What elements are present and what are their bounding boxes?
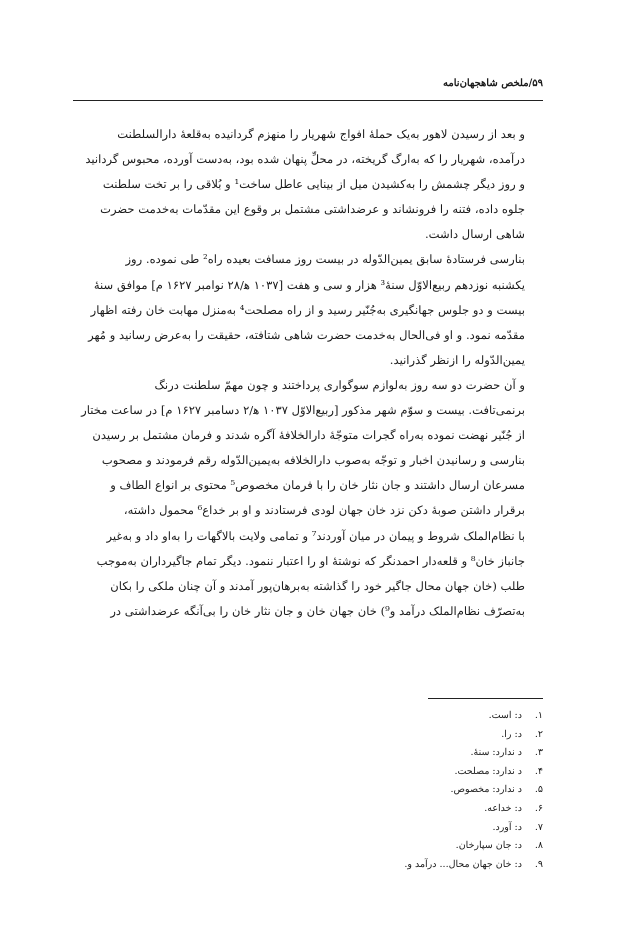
footnote-text: د ندارد: مخصوص. xyxy=(450,784,522,796)
text-line: برقرار داشتن صوبهٔ دکن نزد خان جهان لودی فرستادند و او بر خداع⁶ محمول داشته، xyxy=(123,503,525,518)
footnote-text: د: است. xyxy=(488,710,522,721)
footnote-text: د ندارد: سنهٔ. xyxy=(470,747,522,759)
footnote-number: ۹. xyxy=(534,858,543,870)
text-line: یکشنبه نوزدهم ربیع‌الاوّل سنهٔ³ هزار و سی و هفت [۱۰۳۷ ه‍/۲۸ نوامبر ۱۶۲۷ م] موافق سنهٔ xyxy=(93,277,525,292)
footnote-number: ۱. xyxy=(534,710,543,721)
footnote-text: د: خداعه. xyxy=(484,802,522,814)
text-line: مسرعان ارسال داشتند و جان نثار خان را با فرمان مخصوص⁵ محتوی بر انواع الطاف و xyxy=(110,478,525,493)
footnote xyxy=(73,726,543,745)
text-line: طلب (خان جهان محال جاگیر خود را گذاشته به‌برهان‌پور آمدند و آن چنان ملکی را بکان xyxy=(110,578,525,593)
footnote-text: د: جان سپارخان. xyxy=(455,840,522,852)
footnote xyxy=(73,707,543,726)
footnote-number: ۶. xyxy=(534,802,543,814)
running-header: ۵۹/ملخص شاهجهان‌نامه xyxy=(443,78,543,89)
footnote-text: د: را. xyxy=(501,728,522,740)
footnote xyxy=(73,837,543,856)
text-line: و بعد از رسیدن لاهور به‌یک حملهٔ افواج شهریار را منهزم گردانیده به‌قلعهٔ دارالسلطنت xyxy=(117,127,525,141)
paragraph xyxy=(73,373,543,624)
paragraph xyxy=(73,122,543,247)
footnote xyxy=(73,744,543,763)
footnote-text: د: خان جهان محال... درآمد و. xyxy=(404,858,522,870)
footnote-rule xyxy=(428,698,543,699)
footnote-number: ۷. xyxy=(534,821,543,833)
header-rule xyxy=(73,100,543,101)
text-line: مقدّمه نمود. و او فی‌الحال به‌خدمت حضرت شاهی شتافته، حقیقت را به‌عرض رسانید و مُهر xyxy=(88,327,525,342)
footnote xyxy=(73,763,543,782)
footnote-number: ۳. xyxy=(534,747,543,759)
text-line: بنارسی و رسانیدن اخبار و توجّه به‌صوب دارالخلافه به‌یمین‌الدّوله رقم فرمودند و مصحوب xyxy=(101,453,525,468)
paragraph xyxy=(73,247,543,372)
footnote-number: ۲. xyxy=(534,728,543,740)
text-line: با نظام‌الملک شروط و پیمان در میان آوردند⁷ و تمامی ولایت بالاگهات را به‌او داد و به‌غیر xyxy=(106,528,525,543)
footnote xyxy=(73,800,543,819)
text-line: جانباز خان⁸ و قلعه‌دار احمدنگر که نوشتهٔ او را اعتبار ننمود. دیگر تمام جاگیرداران به‌موجب xyxy=(96,553,525,568)
text-line: بیست و دو جلوس جهانگیری به‌جُنّیر رسید و از راه مصلحت⁴ به‌منزل مهابت خان رفته اظهار xyxy=(90,302,525,317)
text-line: بنارسی فرستادهٔ سابق یمین‌الدّوله در بیست روز مسافت بعیده راه² طی نموده. روز xyxy=(125,252,525,267)
text-line: به‌تصرّف نظام‌الملک درآمد و⁹) خان جهان خان و جان نثار خان را بی‌آنگه عرضداشتی در xyxy=(110,603,525,618)
text-line: جلوه داده، فتنه را فرونشاند و عرضداشتی مشتمل بر وقوع این مقدّمات به‌خدمت حضرت xyxy=(100,202,525,217)
text-line: شاهی ارسال داشت. xyxy=(424,227,525,242)
main-text xyxy=(73,122,543,624)
footnote-text: د: آورد. xyxy=(492,821,522,833)
footnotes xyxy=(73,707,543,874)
text-line: از جُنّیر نهضت نموده به‌راه گجرات متوجّهٔ دارالخلافهٔ آگره شدند و فرمان مشتمل بر رسیدن xyxy=(92,428,525,443)
text-line: یمین‌الدّوله را ازنظر گذرانید. xyxy=(389,352,525,367)
text-line: و آن حضرت دو سه روز به‌لوازم سوگواری پرداختند و چون مهمّ سلطنت درنگ xyxy=(154,377,525,392)
footnote-number: ۵. xyxy=(534,784,543,796)
footnote-number: ۸. xyxy=(534,840,543,852)
footnote xyxy=(73,819,543,838)
text-line: برنمی‌تافت. بیست و سوّم شهر مذکور [ربیع‌الاوّل ۱۰۳۷ ه‍/۲ دسامبر ۱۶۲۷ م] در ساعت مختار xyxy=(81,403,525,418)
footnote xyxy=(73,781,543,800)
text-line: درآمده، شهریار را که به‌ارگ گریخته، در محلِّ پنهان شده بود، به‌دست آورده، محبوس گردانید xyxy=(85,152,525,167)
footnote-text: د ندارد: مصلحت. xyxy=(454,765,522,777)
footnote-number: ۴. xyxy=(534,765,543,777)
footnote xyxy=(73,856,543,875)
text-line: و روز دیگر چشمش را به‌کشیدن میل از بینایی عاطل ساخت¹ و بُلاقی را بر تخت سلطنت xyxy=(102,177,525,192)
